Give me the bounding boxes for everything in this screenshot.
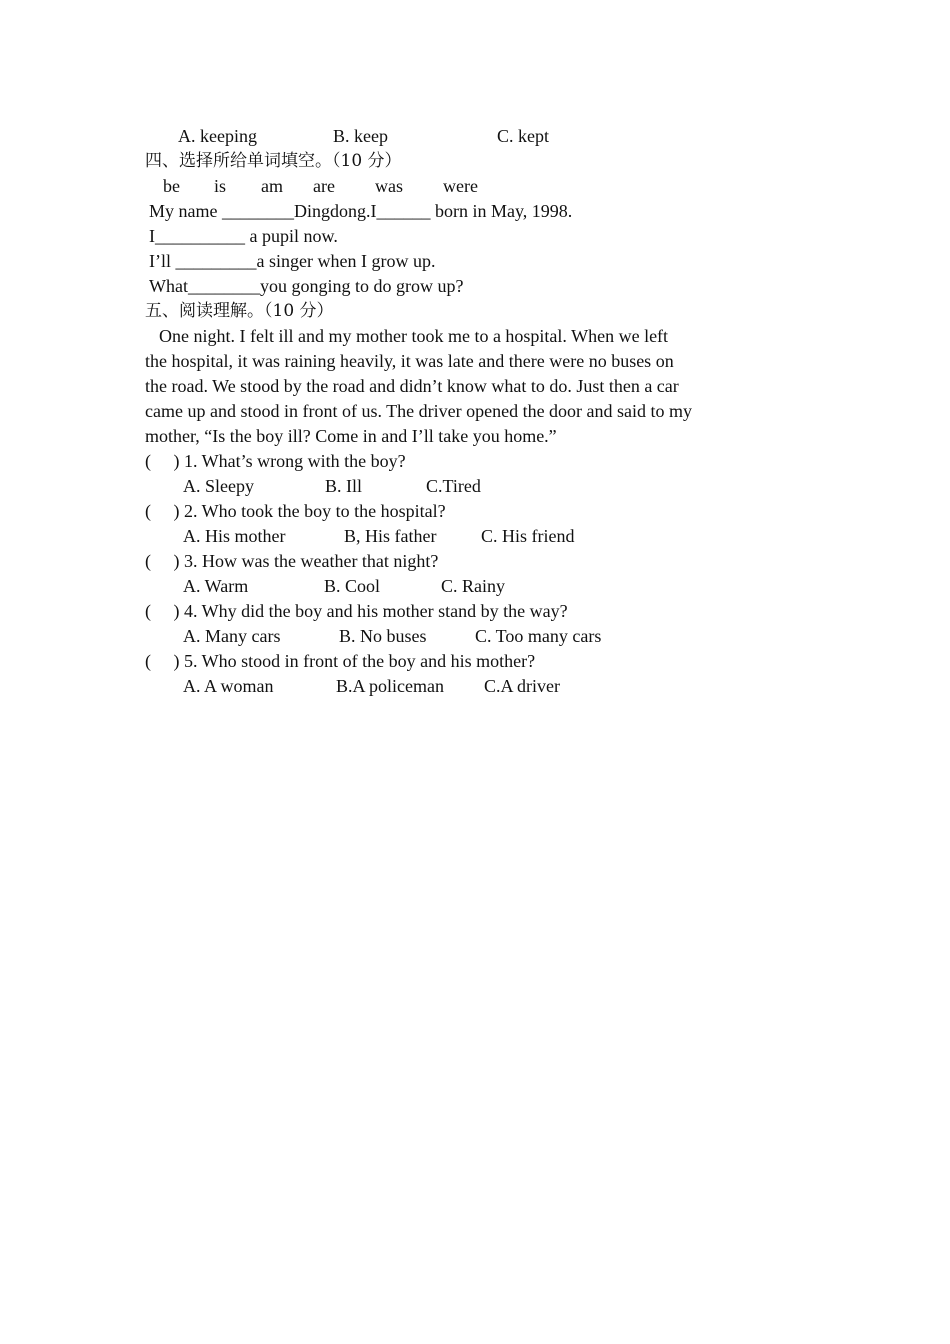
fill-blank-sentence: What________you gonging to do grow up? bbox=[149, 276, 464, 296]
word-bank-item: are bbox=[313, 176, 335, 196]
q1-option-c: C.Tired bbox=[426, 476, 481, 496]
word-bank-item: was bbox=[375, 176, 403, 196]
word-bank-item: be bbox=[163, 176, 180, 196]
option-c: C. kept bbox=[497, 126, 549, 146]
question-2: ( ) 2. Who took the boy to the hospital? bbox=[145, 501, 446, 521]
passage-line: the hospital, it was raining heavily, it was late and there were no buses on bbox=[145, 351, 674, 371]
section4-heading: 四、选择所给单词填空。（10 分） bbox=[145, 151, 402, 171]
option-a: A. keeping bbox=[178, 126, 257, 146]
fill-blank-sentence: I__________ a pupil now. bbox=[149, 226, 338, 246]
q4-option-b: B. No buses bbox=[339, 626, 427, 646]
passage-line: came up and stood in front of us. The driver opened the door and said to my bbox=[145, 401, 693, 421]
question-5: ( ) 5. Who stood in front of the boy and his mother? bbox=[145, 651, 536, 671]
passage-line: mother, “Is the boy ill? Come in and I’ll take you home.” bbox=[145, 426, 557, 446]
q2-option-b: B, His father bbox=[344, 526, 437, 546]
passage-line: One night. I felt ill and my mother took me to a hospital. When we left bbox=[159, 326, 669, 346]
word-bank-item: is bbox=[214, 176, 227, 196]
q3-option-c: C. Rainy bbox=[441, 576, 506, 596]
q3-option-a: A. Warm bbox=[183, 576, 249, 596]
question-4: ( ) 4. Why did the boy and his mother stand by the way? bbox=[145, 601, 568, 621]
section5-heading: 五、阅读理解。（10 分） bbox=[145, 301, 334, 321]
q5-option-c: C.A driver bbox=[484, 676, 560, 696]
q1-option-b: B. Ill bbox=[325, 476, 363, 496]
q5-option-a: A. A woman bbox=[183, 676, 274, 696]
word-bank-item: am bbox=[261, 176, 283, 196]
q3-option-b: B. Cool bbox=[324, 576, 381, 596]
q4-option-c: C. Too many cars bbox=[475, 626, 602, 646]
q4-option-a: A. Many cars bbox=[183, 626, 281, 646]
q2-option-a: A. His mother bbox=[183, 526, 286, 546]
question-1: ( ) 1. What’s wrong with the boy? bbox=[145, 451, 406, 471]
question-3: ( ) 3. How was the weather that night? bbox=[145, 551, 439, 571]
option-b: B. keep bbox=[333, 126, 388, 146]
q5-option-b: B.A policeman bbox=[336, 676, 444, 696]
passage-line: the road. We stood by the road and didn’t know what to do. Just then a car bbox=[145, 376, 679, 396]
q2-option-c: C. His friend bbox=[481, 526, 575, 546]
word-bank-item: were bbox=[443, 176, 478, 196]
fill-blank-sentence: I’ll _________a singer when I grow up. bbox=[149, 251, 436, 271]
fill-blank-sentence: My name ________Dingdong.I______ born in May, 1998. bbox=[149, 201, 573, 221]
q1-option-a: A. Sleepy bbox=[183, 476, 254, 496]
